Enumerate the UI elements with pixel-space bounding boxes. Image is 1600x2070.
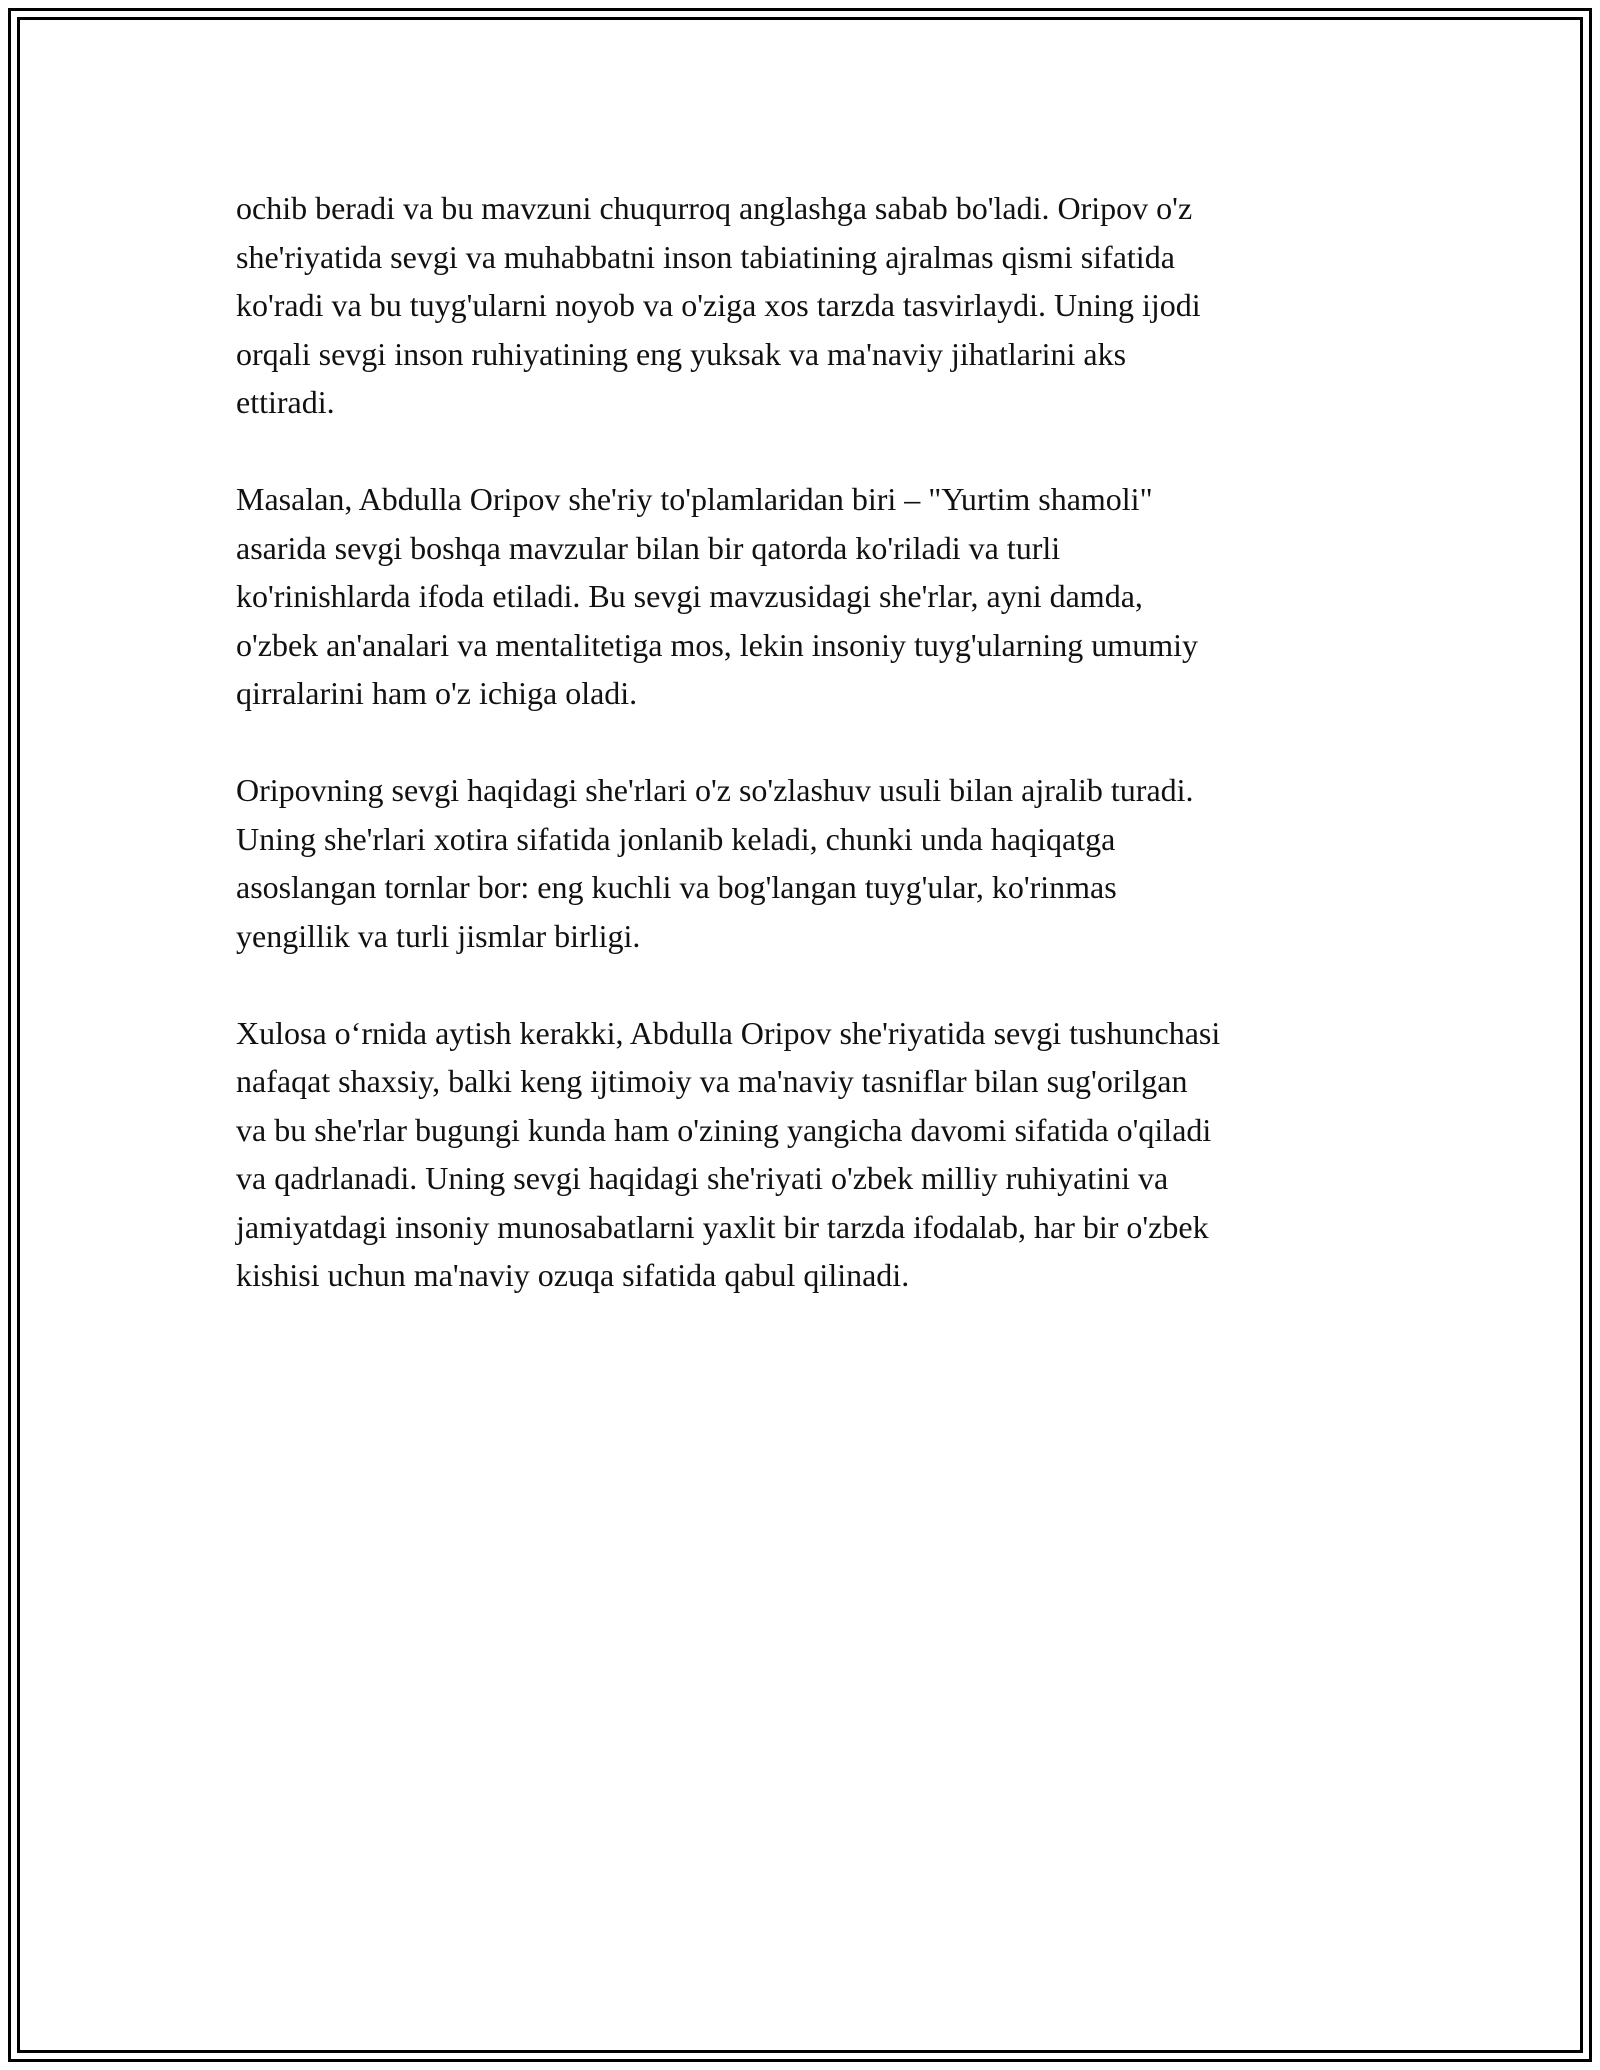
paragraph-4: Xulosa o‘rnida aytish kerakki, Abdulla Oripov she'riyatida sevgi tushunchasi nafaqat shaxsiy, balki keng ijtimoiy va ma'naviy tasniflar bilan sug'orilgan va bu she'rlar bugungi kunda ham o'zining yangicha davomi sifatida o'qiladi va qadrlanadi. Uning sevgi haqidagi she'riyati o'zbek milliy ruhiyatini va jamiyatdagi insoniy munosabatlarni yaxlit bir tarzda ifodalab, har bir o'zbek kishisi uchun ma'naviy ozuqa sifatida qabul qilinadi.	[236, 1014, 1221, 1293]
document-body	[236, 184, 1386, 1348]
paragraph-1: ochib beradi va bu mavzuni chuqurroq anglashga sabab bo'ladi. Oripov o'z she'riyatida sevgi va muhabbatni inson tabiatining ajralmas qismi sifatida ko'radi va bu tuyg'ularni noyob va o'ziga xos tarzda tasvirlaydi. Uning ijodi orqali sevgi inson ruhiyatining eng yuksak va ma'naviy jihatlarini aks ettiradi.	[236, 190, 1201, 420]
paragraph-2: Masalan, Abdulla Oripov she'riy to'plamlaridan biri – "Yurtim shamoli" asarida sevgi boshqa mavzular bilan bir qatorda ko'riladi va turli ko'rinishlarda ifoda etiladi. Bu sevgi mavzusidagi she'rlar, ayni damda, o'zbek an'analari va mentalitetiga mos, lekin insoniy tuyg'ularning umumiy qirralarini ham o'z ichiga oladi.	[236, 481, 1198, 711]
paragraph-3: Oripovning sevgi haqidagi she'rlari o'z so'zlashuv usuli bilan ajralib turadi. Uning she'rlari xotira sifatida jonlanib keladi, chunki unda haqiqatga asoslangan tornlar bor: eng kuchli va bog'langan tuyg'ular, ko'rinmas yengillik va turli jismlar birligi.	[236, 772, 1194, 954]
